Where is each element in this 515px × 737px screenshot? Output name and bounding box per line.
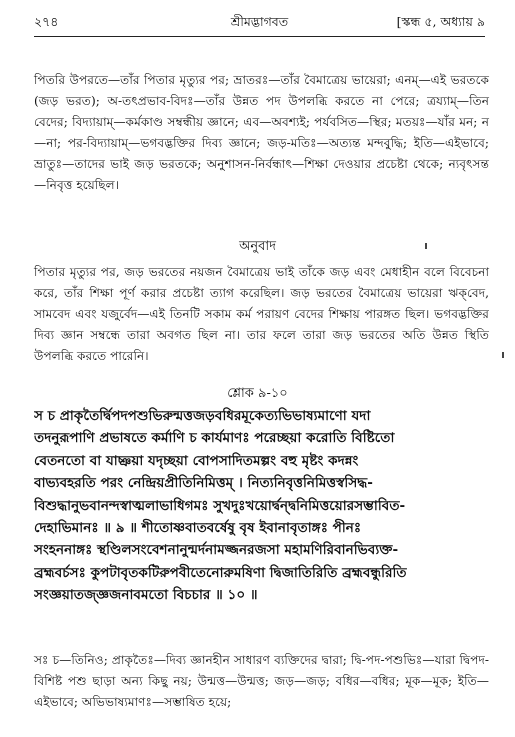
book-title: শ্রীমদ্ভাগবত bbox=[230, 14, 289, 29]
verse-line: ব্রহ্মবর্চসঃ কুপটাবৃতকটিরুপবীতেনোরুমষিণা দ্বিজাতিরিতি ব্রহ্মবন্ধুরিতি bbox=[34, 564, 407, 581]
verse-line: বাভ্যবহরতি পরং নেন্দ্রিয়প্রীতিনিমিত্তম্ । নিত্যনিবৃত্তনিমিত্তস্বসিদ্ধ- bbox=[34, 475, 373, 492]
synonyms-paragraph-bottom: সঃ চ—তিনিও; প্রাকৃতৈঃ—দিব্য জ্ঞানহীন সাধারণ ব্যক্তিদের দ্বারা; দ্বি-পদ-পশুভিঃ—যারা দ্বিপদ-বিশিষ্ট পশু ছাড়া অন্য কিছু নয়; উন্মত্ত—উন্মত্ত; জড়—জড়; বধির—বধির; মূক—মূক; ইতি—এইভাবে; অভিভাষ্যমাণঃ—সম্ভাষিত হয়ে; bbox=[34, 653, 489, 709]
verse-line: সংজ্ঞয়াতজ্জ্ঞজনাবমতো বিচচার ॥ ১০ ॥ bbox=[34, 587, 258, 604]
synonyms-paragraph-top: পিতরি উপরতে—তাঁর পিতার মৃত্যুর পর; ভ্রাতরঃ—তাঁর বৈমাত্রেয় ভায়েরা; এনম্—এই ভরতকে (জড় ভরত); অ-তৎপ্রভাব-বিদঃ—তাঁর উন্নত পদ উপলব্ধি করতে না পেরে; ত্রয্যাম্—তিন বেদের; বিদ্যায়াম্—কর্মকাণ্ড সম্বন্ধীয় জ্ঞানে; এব—অবশ্যই; পর্যবসিত—স্থির; মতয়ঃ—যাঁর মন; ন—না; পর-বিদ্যায়াম্—ভগবদ্ভক্তির দিব্য জ্ঞানে; জড়-মতিঃ—অত্যন্ত মন্দবুদ্ধি; ইতি—এইভাবে; ভ্রাতুঃ—তাদের ভাই জড় ভরতকে; অনুশাসন-নির্বন্ধাৎ—শিক্ষা দেওয়ার প্রচেষ্টা থেকে; ন্যবৃৎসন্ত—নিবৃত্ত হয়েছিল। bbox=[34, 73, 489, 192]
verse-line: বেতনতো বা যাচ্ঞয়া যদৃচ্ছয়া বোপসাদিতমল্পং বহু মৃষ্টং কদন্নং bbox=[34, 452, 359, 469]
translation-paragraph: পিতার মৃত্যুর পর, জড় ভরতের নয়জন বৈমাত্রেয় ভাই তাঁকে জড় এবং মেধাহীন বলে বিবেচনা করে, তাঁর শিক্ষা পূর্ণ করার প্রচেষ্টা ত্যাগ করেছিল। জড় ভরতের বৈমাত্রেয় ভায়েরা ঋক্‌বেদ, সামবেদ এবং যজুর্বেদ—এই তিনটি সকাম কর্ম পরায়ণ বেদের শিক্ষায় পারঙ্গত ছিল। ভগবদ্ভক্তির দিব্য জ্ঞান সম্বন্ধে তারা অবগত ছিল না। তার ফলে তারা জড় ভরতের অতি উন্নত স্থিতি উপলব্ধি করতে পারেনি। bbox=[34, 265, 489, 363]
translation-heading: অনুবাদ bbox=[239, 239, 276, 254]
verse-line: স চ প্রাকৃতৈর্দ্বিপদপশুভিরুন্মত্তজড়বধিরমূকেত্যভিভাষ্যমাণো যদা bbox=[34, 408, 371, 424]
page-header bbox=[34, 14, 485, 34]
page-number: ২৭৪ bbox=[34, 14, 59, 29]
verse-heading: শ্লোক ৯-১০ bbox=[227, 386, 288, 401]
verse-text bbox=[34, 405, 491, 607]
verse-line: তদনুরূপাণি প্রভাষতে কর্মাণি চ কার্যমাণঃ পরেচ্ছয়া করোতি বিষ্টিতো bbox=[34, 430, 395, 447]
header-rule bbox=[34, 36, 485, 37]
verse-line: বিশুদ্ধানুভবানন্দস্বাত্মলাভাধিগমঃ সুখদুঃখয়োর্দ্বন্দ্বনিমিত্তয়োরসম্ভাবিত- bbox=[34, 497, 406, 514]
margin-mark bbox=[502, 352, 508, 358]
verse-line: দেহাভিমানঃ ॥ ৯ ॥ শীতোষ্ণবাতবর্ষেষু বৃষ ইবানাবৃতাঙ্গঃ পীনঃ bbox=[34, 520, 362, 537]
chapter-reference: [স্কন্ধ ৫, অধ্যায় ৯ bbox=[396, 14, 485, 29]
margin-mark bbox=[425, 243, 431, 249]
verse-line: সংহননাঙ্গঃ স্থণ্ডিলসংবেশনানুন্মর্দনামজ্জনরজসা মহামণিরিবানভিব্যক্ত- bbox=[34, 542, 399, 559]
